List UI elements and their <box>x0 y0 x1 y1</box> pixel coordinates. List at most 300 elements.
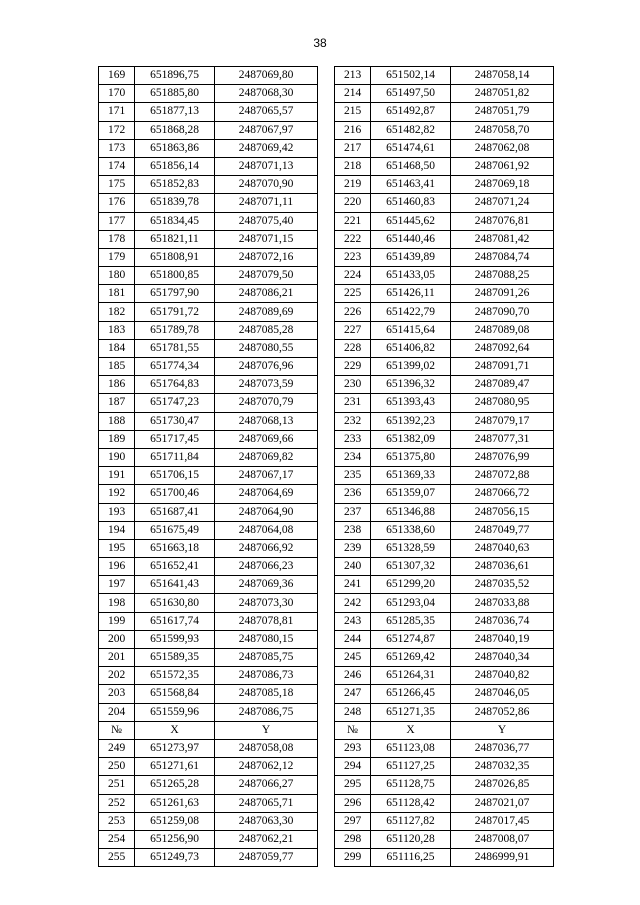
x-coordinate-cell: 651706,15 <box>135 467 215 485</box>
y-coordinate-cell: 2487036,74 <box>451 612 554 630</box>
x-coordinate-cell: 651468,50 <box>371 157 451 175</box>
point-number-cell: 194 <box>99 521 135 539</box>
point-number-cell: 233 <box>335 430 371 448</box>
table-row <box>335 394 554 412</box>
point-number-cell: 251 <box>99 776 135 794</box>
point-number-cell: 243 <box>335 612 371 630</box>
x-coordinate-cell: 651568,84 <box>135 685 215 703</box>
table-row <box>335 739 554 757</box>
point-number-cell: 193 <box>99 503 135 521</box>
x-coordinate-cell: 651599,93 <box>135 630 215 648</box>
table-row <box>335 157 554 175</box>
x-coordinate-cell: 651271,35 <box>371 703 451 721</box>
x-coordinate-cell: 651393,43 <box>371 394 451 412</box>
table-row <box>99 67 318 85</box>
point-number-cell: 228 <box>335 339 371 357</box>
y-coordinate-cell: 2487066,27 <box>215 776 318 794</box>
table-row <box>335 521 554 539</box>
point-number-cell: 232 <box>335 412 371 430</box>
x-coordinate-cell: 651274,87 <box>371 630 451 648</box>
y-coordinate-cell: 2487032,35 <box>451 758 554 776</box>
y-coordinate-cell: 2487065,71 <box>215 794 318 812</box>
point-number-cell: 238 <box>335 521 371 539</box>
point-number-cell: 252 <box>99 794 135 812</box>
x-coordinate-cell: 651856,14 <box>135 157 215 175</box>
y-coordinate-cell: 2487079,17 <box>451 412 554 430</box>
y-coordinate-cell: 2487008,07 <box>451 830 554 848</box>
x-coordinate-cell: 651852,83 <box>135 176 215 194</box>
y-coordinate-cell: 2487063,30 <box>215 812 318 830</box>
y-coordinate-cell: 2487085,18 <box>215 685 318 703</box>
table-row <box>99 230 318 248</box>
y-coordinate-cell: 2487040,63 <box>451 539 554 557</box>
point-number-cell: 247 <box>335 685 371 703</box>
point-number-cell: 195 <box>99 539 135 557</box>
point-number-cell: 215 <box>335 103 371 121</box>
point-number-cell: 190 <box>99 448 135 466</box>
point-number-cell: 172 <box>99 121 135 139</box>
point-number-cell: 224 <box>335 267 371 285</box>
column-header-y: Y <box>215 721 318 739</box>
x-coordinate-cell: 651127,82 <box>371 812 451 830</box>
point-number-cell: 196 <box>99 558 135 576</box>
point-number-cell: 240 <box>335 558 371 576</box>
point-number-cell: 191 <box>99 467 135 485</box>
y-coordinate-cell: 2486999,91 <box>451 849 554 867</box>
table-row <box>335 812 554 830</box>
point-number-cell: 200 <box>99 630 135 648</box>
table-row <box>335 412 554 430</box>
point-number-cell: 204 <box>99 703 135 721</box>
x-coordinate-cell: 651359,07 <box>371 485 451 503</box>
point-number-cell: 241 <box>335 576 371 594</box>
point-number-cell: 242 <box>335 594 371 612</box>
y-coordinate-cell: 2487092,64 <box>451 339 554 357</box>
point-number-cell: 227 <box>335 321 371 339</box>
point-number-cell: 203 <box>99 685 135 703</box>
x-coordinate-cell: 651797,90 <box>135 285 215 303</box>
table-row <box>99 612 318 630</box>
y-coordinate-cell: 2487086,73 <box>215 667 318 685</box>
x-coordinate-cell: 651675,49 <box>135 521 215 539</box>
point-number-cell: 246 <box>335 667 371 685</box>
x-coordinate-cell: 651433,05 <box>371 267 451 285</box>
point-number-cell: 293 <box>335 739 371 757</box>
x-coordinate-cell: 651369,33 <box>371 467 451 485</box>
point-number-cell: 177 <box>99 212 135 230</box>
table-row <box>99 176 318 194</box>
table-row <box>335 103 554 121</box>
point-number-cell: 192 <box>99 485 135 503</box>
table-row <box>335 194 554 212</box>
table-row <box>99 376 318 394</box>
point-number-cell: 179 <box>99 248 135 266</box>
y-coordinate-cell: 2487069,36 <box>215 576 318 594</box>
y-coordinate-cell: 2487064,69 <box>215 485 318 503</box>
y-coordinate-cell: 2487051,82 <box>451 85 554 103</box>
x-coordinate-cell: 651346,88 <box>371 503 451 521</box>
y-coordinate-cell: 2487089,47 <box>451 376 554 394</box>
point-number-cell: 202 <box>99 667 135 685</box>
x-coordinate-cell: 651747,23 <box>135 394 215 412</box>
x-coordinate-cell: 651474,61 <box>371 139 451 157</box>
point-number-cell: 176 <box>99 194 135 212</box>
table-row <box>99 85 318 103</box>
x-coordinate-cell: 651426,11 <box>371 285 451 303</box>
point-number-cell: 169 <box>99 67 135 85</box>
table-row <box>99 394 318 412</box>
table-row <box>99 630 318 648</box>
y-coordinate-cell: 2487035,52 <box>451 576 554 594</box>
y-coordinate-cell: 2487071,11 <box>215 194 318 212</box>
table-row <box>99 849 318 867</box>
table-row <box>335 248 554 266</box>
table-row <box>335 430 554 448</box>
x-coordinate-cell: 651406,82 <box>371 339 451 357</box>
y-coordinate-cell: 2487067,97 <box>215 121 318 139</box>
table-row <box>99 303 318 321</box>
table-row <box>99 794 318 812</box>
point-number-cell: 178 <box>99 230 135 248</box>
table-row <box>99 321 318 339</box>
y-coordinate-cell: 2487062,08 <box>451 139 554 157</box>
table-row <box>335 321 554 339</box>
x-coordinate-cell: 651259,08 <box>135 812 215 830</box>
table-row <box>99 157 318 175</box>
point-number-cell: 295 <box>335 776 371 794</box>
point-number-cell: 245 <box>335 649 371 667</box>
y-coordinate-cell: 2487080,95 <box>451 394 554 412</box>
x-coordinate-cell: 651641,43 <box>135 576 215 594</box>
x-coordinate-cell: 651497,50 <box>371 85 451 103</box>
point-number-cell: 181 <box>99 285 135 303</box>
x-coordinate-cell: 651800,85 <box>135 267 215 285</box>
point-number-cell: 234 <box>335 448 371 466</box>
y-coordinate-cell: 2487064,08 <box>215 521 318 539</box>
table-row <box>335 703 554 721</box>
x-coordinate-cell: 651127,25 <box>371 758 451 776</box>
table-row <box>99 703 318 721</box>
y-coordinate-cell: 2487079,50 <box>215 267 318 285</box>
x-coordinate-cell: 651392,23 <box>371 412 451 430</box>
y-coordinate-cell: 2487062,21 <box>215 830 318 848</box>
table-row <box>99 776 318 794</box>
table-row <box>335 212 554 230</box>
point-number-cell: 189 <box>99 430 135 448</box>
x-coordinate-cell: 651123,08 <box>371 739 451 757</box>
table-row <box>335 139 554 157</box>
x-coordinate-cell: 651559,96 <box>135 703 215 721</box>
x-coordinate-cell: 651256,90 <box>135 830 215 848</box>
y-coordinate-cell: 2487067,17 <box>215 467 318 485</box>
point-number-cell: 226 <box>335 303 371 321</box>
x-coordinate-cell: 651293,04 <box>371 594 451 612</box>
x-coordinate-cell: 651482,82 <box>371 121 451 139</box>
x-coordinate-cell: 651266,45 <box>371 685 451 703</box>
table-row <box>335 358 554 376</box>
y-coordinate-cell: 2487049,77 <box>451 521 554 539</box>
table-row <box>99 539 318 557</box>
point-number-cell: 298 <box>335 830 371 848</box>
x-coordinate-cell: 651396,32 <box>371 376 451 394</box>
point-number-cell: 219 <box>335 176 371 194</box>
y-coordinate-cell: 2487088,25 <box>451 267 554 285</box>
y-coordinate-cell: 2487091,26 <box>451 285 554 303</box>
y-coordinate-cell: 2487066,23 <box>215 558 318 576</box>
x-coordinate-cell: 651896,75 <box>135 67 215 85</box>
y-coordinate-cell: 2487068,13 <box>215 412 318 430</box>
point-number-cell: 255 <box>99 849 135 867</box>
table-row <box>335 849 554 867</box>
table-row <box>335 776 554 794</box>
table-header-row <box>335 721 554 739</box>
x-coordinate-cell: 651863,86 <box>135 139 215 157</box>
y-coordinate-cell: 2487076,99 <box>451 448 554 466</box>
point-number-cell: 217 <box>335 139 371 157</box>
x-coordinate-cell: 651415,64 <box>371 321 451 339</box>
x-coordinate-cell: 651774,34 <box>135 358 215 376</box>
point-number-cell: 222 <box>335 230 371 248</box>
table-row <box>335 267 554 285</box>
y-coordinate-cell: 2487075,40 <box>215 212 318 230</box>
point-number-cell: 229 <box>335 358 371 376</box>
y-coordinate-cell: 2487058,70 <box>451 121 554 139</box>
x-coordinate-cell: 651128,75 <box>371 776 451 794</box>
table-row <box>99 685 318 703</box>
point-number-cell: 230 <box>335 376 371 394</box>
y-coordinate-cell: 2487062,12 <box>215 758 318 776</box>
table-row <box>335 285 554 303</box>
table-row <box>99 558 318 576</box>
y-coordinate-cell: 2487040,19 <box>451 630 554 648</box>
y-coordinate-cell: 2487080,15 <box>215 630 318 648</box>
y-coordinate-cell: 2487069,42 <box>215 139 318 157</box>
y-coordinate-cell: 2487040,34 <box>451 649 554 667</box>
table-row <box>335 612 554 630</box>
x-coordinate-cell: 651460,83 <box>371 194 451 212</box>
y-coordinate-cell: 2487073,59 <box>215 376 318 394</box>
y-coordinate-cell: 2487068,30 <box>215 85 318 103</box>
x-coordinate-cell: 651445,62 <box>371 212 451 230</box>
table-row <box>335 67 554 85</box>
x-coordinate-cell: 651868,28 <box>135 121 215 139</box>
y-coordinate-cell: 2487070,79 <box>215 394 318 412</box>
x-coordinate-cell: 651687,41 <box>135 503 215 521</box>
y-coordinate-cell: 2487071,24 <box>451 194 554 212</box>
x-coordinate-cell: 651261,63 <box>135 794 215 812</box>
y-coordinate-cell: 2487086,21 <box>215 285 318 303</box>
y-coordinate-cell: 2487069,66 <box>215 430 318 448</box>
table-row <box>335 576 554 594</box>
x-coordinate-cell: 651463,41 <box>371 176 451 194</box>
y-coordinate-cell: 2487081,42 <box>451 230 554 248</box>
y-coordinate-cell: 2487061,92 <box>451 157 554 175</box>
point-number-cell: 221 <box>335 212 371 230</box>
y-coordinate-cell: 2487071,13 <box>215 157 318 175</box>
point-number-cell: 248 <box>335 703 371 721</box>
coordinates-table-left <box>98 66 318 867</box>
column-header-y: Y <box>451 721 554 739</box>
point-number-cell: 297 <box>335 812 371 830</box>
x-coordinate-cell: 651382,09 <box>371 430 451 448</box>
point-number-cell: 244 <box>335 630 371 648</box>
table-row <box>99 248 318 266</box>
y-coordinate-cell: 2487090,70 <box>451 303 554 321</box>
x-coordinate-cell: 651492,87 <box>371 103 451 121</box>
y-coordinate-cell: 2487066,92 <box>215 539 318 557</box>
x-coordinate-cell: 651789,78 <box>135 321 215 339</box>
column-header-num: № <box>99 721 135 739</box>
y-coordinate-cell: 2487078,81 <box>215 612 318 630</box>
y-coordinate-cell: 2487084,74 <box>451 248 554 266</box>
x-coordinate-cell: 651249,73 <box>135 849 215 867</box>
x-coordinate-cell: 651808,91 <box>135 248 215 266</box>
x-coordinate-cell: 651781,55 <box>135 339 215 357</box>
point-number-cell: 250 <box>99 758 135 776</box>
y-coordinate-cell: 2487091,71 <box>451 358 554 376</box>
y-coordinate-cell: 2487046,05 <box>451 685 554 703</box>
point-number-cell: 216 <box>335 121 371 139</box>
table-row <box>335 339 554 357</box>
x-coordinate-cell: 651589,35 <box>135 649 215 667</box>
point-number-cell: 225 <box>335 285 371 303</box>
point-number-cell: 197 <box>99 576 135 594</box>
point-number-cell: 299 <box>335 849 371 867</box>
y-coordinate-cell: 2487089,69 <box>215 303 318 321</box>
table-row <box>335 594 554 612</box>
table-row <box>99 267 318 285</box>
point-number-cell: 187 <box>99 394 135 412</box>
y-coordinate-cell: 2487040,82 <box>451 667 554 685</box>
y-coordinate-cell: 2487085,28 <box>215 321 318 339</box>
x-coordinate-cell: 651307,32 <box>371 558 451 576</box>
point-number-cell: 249 <box>99 739 135 757</box>
x-coordinate-cell: 651264,31 <box>371 667 451 685</box>
point-number-cell: 184 <box>99 339 135 357</box>
y-coordinate-cell: 2487036,61 <box>451 558 554 576</box>
point-number-cell: 239 <box>335 539 371 557</box>
x-coordinate-cell: 651839,78 <box>135 194 215 212</box>
table-row <box>335 467 554 485</box>
table-row <box>335 649 554 667</box>
x-coordinate-cell: 651834,45 <box>135 212 215 230</box>
y-coordinate-cell: 2487052,86 <box>451 703 554 721</box>
y-coordinate-cell: 2487073,30 <box>215 594 318 612</box>
x-coordinate-cell: 651120,28 <box>371 830 451 848</box>
y-coordinate-cell: 2487017,45 <box>451 812 554 830</box>
x-coordinate-cell: 651399,02 <box>371 358 451 376</box>
x-coordinate-cell: 651502,14 <box>371 67 451 85</box>
x-coordinate-cell: 651375,80 <box>371 448 451 466</box>
x-coordinate-cell: 651328,59 <box>371 539 451 557</box>
y-coordinate-cell: 2487036,77 <box>451 739 554 757</box>
point-number-cell: 235 <box>335 467 371 485</box>
table-row <box>335 558 554 576</box>
x-coordinate-cell: 651617,74 <box>135 612 215 630</box>
y-coordinate-cell: 2487076,81 <box>451 212 554 230</box>
table-row <box>99 485 318 503</box>
table-row <box>99 576 318 594</box>
point-number-cell: 220 <box>335 194 371 212</box>
x-coordinate-cell: 651422,79 <box>371 303 451 321</box>
x-coordinate-cell: 651572,35 <box>135 667 215 685</box>
table-row <box>99 594 318 612</box>
point-number-cell: 183 <box>99 321 135 339</box>
y-coordinate-cell: 2487085,75 <box>215 649 318 667</box>
table-row <box>99 358 318 376</box>
point-number-cell: 237 <box>335 503 371 521</box>
table-row <box>335 121 554 139</box>
table-row <box>99 521 318 539</box>
point-number-cell: 173 <box>99 139 135 157</box>
point-number-cell: 231 <box>335 394 371 412</box>
table-row <box>99 121 318 139</box>
point-number-cell: 253 <box>99 812 135 830</box>
x-coordinate-cell: 651265,28 <box>135 776 215 794</box>
table-row <box>335 303 554 321</box>
point-number-cell: 201 <box>99 649 135 667</box>
point-number-cell: 294 <box>335 758 371 776</box>
table-row <box>99 649 318 667</box>
point-number-cell: 218 <box>335 157 371 175</box>
table-row <box>99 812 318 830</box>
table-row <box>99 467 318 485</box>
y-coordinate-cell: 2487069,82 <box>215 448 318 466</box>
table-row <box>99 339 318 357</box>
table-row <box>99 739 318 757</box>
table-row <box>99 758 318 776</box>
point-number-cell: 198 <box>99 594 135 612</box>
table-row <box>335 667 554 685</box>
point-number-cell: 180 <box>99 267 135 285</box>
table-row <box>99 212 318 230</box>
table-row <box>99 430 318 448</box>
point-number-cell: 174 <box>99 157 135 175</box>
point-number-cell: 170 <box>99 85 135 103</box>
x-coordinate-cell: 651700,46 <box>135 485 215 503</box>
column-header-x: X <box>135 721 215 739</box>
point-number-cell: 171 <box>99 103 135 121</box>
table-row <box>335 176 554 194</box>
y-coordinate-cell: 2487072,88 <box>451 467 554 485</box>
table-row <box>335 448 554 466</box>
point-number-cell: 296 <box>335 794 371 812</box>
point-number-cell: 254 <box>99 830 135 848</box>
table-header-row <box>99 721 318 739</box>
x-coordinate-cell: 651440,46 <box>371 230 451 248</box>
table-row <box>99 448 318 466</box>
x-coordinate-cell: 651764,83 <box>135 376 215 394</box>
table-row <box>99 194 318 212</box>
x-coordinate-cell: 651663,18 <box>135 539 215 557</box>
point-number-cell: 188 <box>99 412 135 430</box>
table-row <box>99 103 318 121</box>
table-row <box>335 794 554 812</box>
y-coordinate-cell: 2487064,90 <box>215 503 318 521</box>
table-row <box>335 503 554 521</box>
x-coordinate-cell: 651877,13 <box>135 103 215 121</box>
y-coordinate-cell: 2487080,55 <box>215 339 318 357</box>
point-number-cell: 236 <box>335 485 371 503</box>
y-coordinate-cell: 2487086,75 <box>215 703 318 721</box>
y-coordinate-cell: 2487058,08 <box>215 739 318 757</box>
y-coordinate-cell: 2487056,15 <box>451 503 554 521</box>
y-coordinate-cell: 2487072,16 <box>215 248 318 266</box>
point-number-cell: 223 <box>335 248 371 266</box>
table-row <box>99 503 318 521</box>
y-coordinate-cell: 2487058,14 <box>451 67 554 85</box>
table-row <box>335 376 554 394</box>
